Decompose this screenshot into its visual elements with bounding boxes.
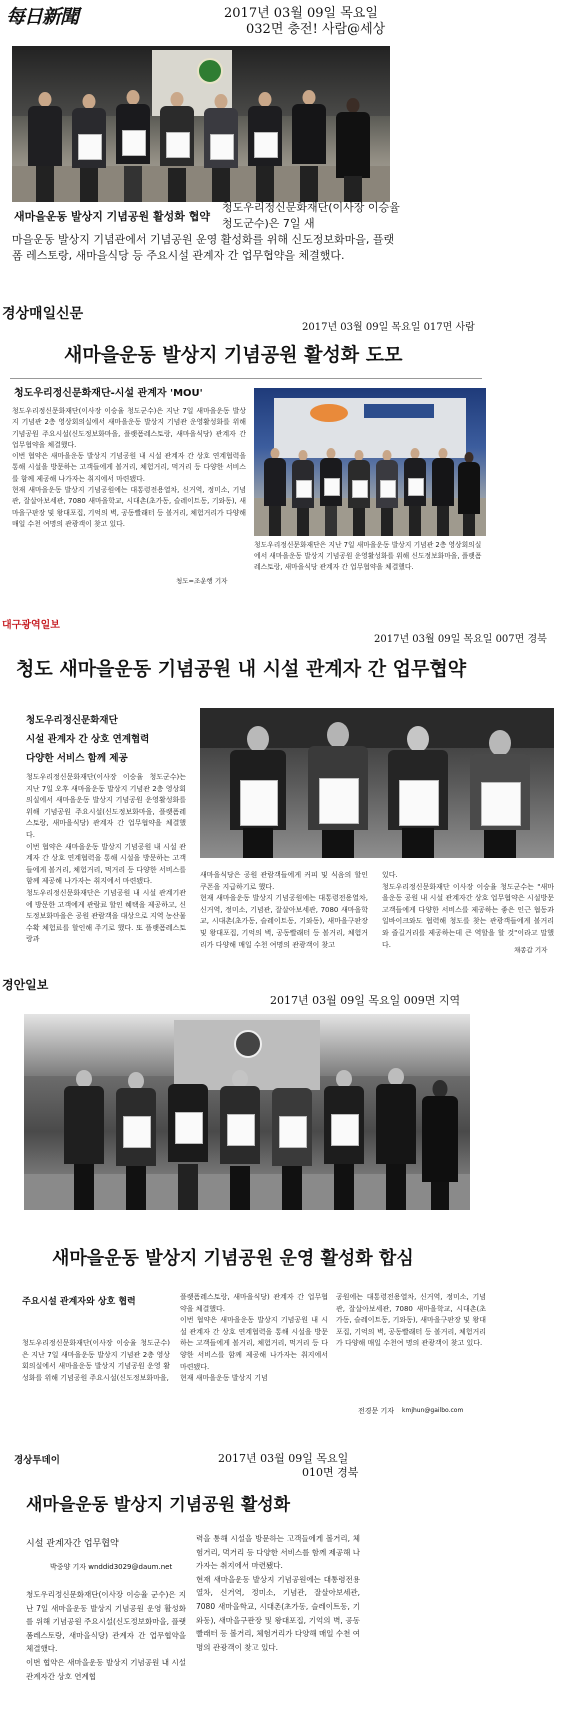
clip2-photo-caption: 청도우리정신문화재단은 지난 7일 새마을운동 발상지 기념관 2층 영상회의실에서 새마을운동 발상지 기념공원 운영활성화를 위해 신도정보화마을, 플랫폼레스토랑, 새마을식당 관계자 간 업무협약을 체결했다. xyxy=(254,541,482,571)
clip2-subhead: 청도우리정신문화재단-시설 관계자 'MOU' xyxy=(14,388,203,399)
clip3-dateline: 2017년 03월 09일 목요일 007면 경북 xyxy=(374,634,547,645)
clip2-byline: 청도=조운행 기자 xyxy=(176,577,228,585)
clip4-photo xyxy=(24,1014,470,1210)
clip4-byline: 전경문 기자 xyxy=(358,1407,395,1415)
clip1-dateline: 2017년 03월 09일 목요일 xyxy=(224,6,378,21)
clip4-email: kmjhun@gailbo.com xyxy=(402,1407,464,1414)
clip1-caption-right: 청도우리정신문화재단(이사장 이승율 청도군수)은 7일 새 xyxy=(222,201,400,230)
clip1-photo xyxy=(12,46,390,202)
saemaeul-emblem-icon xyxy=(197,58,223,84)
clip5-col1: 청도우리정신문화재단(이사장 이승율 군수)은 지난 7일 새마을운동 발상지 기념공원 운영 활성화를 위해 기념공원 주요시설(신도정보화마을, 플랫폼레스토랑, 새마을식당) 관계자 간 업무협약을 체결했다. 이번 협약은 새마을운동 발상지 기념공원 내 시설 관계자간 상호 연계협 xyxy=(26,1590,186,1681)
clip1-masthead-logo: 每日新聞 xyxy=(6,6,79,28)
clip4-col2: 플랫폼레스토랑, 새마을식당) 관계자 간 업무협약을 체결했다. 이번 협약은 새마을운동 발상지 기념공원 내 시설 관계자 간 상호 연계협력을 통해 시설을 방문하는 고객들에게 볼거리, 체험거리, 먹거리 등 다양한 서비스를 함께 제공해 나가자는 취지에서 마련됐다. 현재 새마을운동 발상지 기념 xyxy=(180,1293,328,1383)
clip1-caption-body: 마을운동 발상지 기념관에서 기념공원 운영 활성화를 위해 신도정보화마을, 플랫폼 레스토랑, 새마을식당 등 주요시설 관계자 간 업무협약을 체결했다. xyxy=(12,233,395,262)
clip3-headline: 청도 새마을운동 기념공원 내 시설 관계자 간 업무협약 xyxy=(16,658,467,680)
clip4-dateline: 2017년 03월 09일 목요일 009면 지역 xyxy=(270,994,461,1007)
clip5-dateline: 2017년 03월 09일 목요일 xyxy=(218,1452,349,1465)
clip2-body: 청도우리정신문화재단(이사장 이승율 청도군수)은 지난 7일 새마을운동 발상지 기념관 2층 영상회의실에서 새마을운동 발상지 기념관 운영활성화를 위해 기념공원 주요시설(신도정보화마을, 플랫폼레스토랑, 새마을식당) 관계자 간 업무협약을 체결했다. 이번 협약은 새마을운동 발상지 기념공원 내 시설 관계자 간 상호 연계협력을 통해 시설을 방문하는 고객들에게 볼거리, 체험거리, 먹거리 등 다양한 서비스를 함께 제공해 나가자는 취지에서 마련됐다. 현재 새마을운동 발상지 기념공원에는 대통령전용열차, 신거역, 정미소, 기념관, 잘살아보세관, 7080 새마을학교, 시대촌(초가동, 슬레이트동, 기와동), 새마을구판장 및 왕대포집, 기억의 벽, 공동빨래터 등 볼거리, 체험거리가 다양해 매일 수천 여명의 관광객이 찾고 있다. xyxy=(12,407,246,528)
clip5-pageinfo: 010면 경북 xyxy=(302,1466,359,1479)
clip2-headline: 새마을운동 발상지 기념공원 활성화 도모 xyxy=(64,344,403,366)
clip3-col3: 있다. 청도우리정신문화재단 이사장 이승율 청도군수는 "새마을운동 공원 내 시설 관계자간 상호 업무협약은 시설방문 고객들에게 다양한 서비스를 제공하는 좋은 인근 협동과 일바이크와도 협력해 청도를 찾는 관광객들에게 볼거리와 즐길거리를 제공하는데 큰 역할을 할 것"이라고 말했다. xyxy=(382,871,554,949)
clip3-byline: 채종갑 기자 xyxy=(514,946,548,954)
clip1-pageinfo: 032면 충전! 사람@세상 xyxy=(246,22,386,37)
clip3-photo xyxy=(200,708,554,858)
clip4-subhead: 주요시설 관계자와 상호 협력 xyxy=(22,1297,136,1307)
clip5-subhead: 시설 관계자간 업무협약 xyxy=(26,1539,119,1549)
clip4-masthead-logo: 경안일보 xyxy=(2,978,49,992)
clip3-subhead-2: 시설 관계자 간 상호 연계협력 xyxy=(26,734,150,745)
clip4-headline: 새마을운동 발상지 기념공원 운영 활성화 합심 xyxy=(52,1248,414,1269)
clip3-col2: 새마을식당은 공원 관람객들에게 커피 및 식음의 할인쿠폰을 지급하기로 했다. 현재 새마을운동 발상지 기념공원에는 대통령전용열차, 신거역, 정미소, 기념관, 잘살아보세관, 7080 새마을학교, 시대촌(초가동, 슬레이트동, 기와동), 새마을구판장 및 왕대포집, 기억의 벽, 공동빨래터 등 볼거리, 체험거리가 다양해 매일 수천 여명의 관광객이 찾고 xyxy=(200,871,368,949)
clip5-col2: 력을 통해 시설을 방문하는 고객들에게 볼거리, 체험거리, 먹거리 등 다양한 서비스를 함께 제공해 나가자는 취지에서 마련됐다. 현재 새마을운동 발상지 기념공원에는 대통령전용열차, 신거역, 정미소, 기념관, 잘살아보세관, 7080 새마을학교, 시대촌(초가동, 슬레이트동, 기와동), 새마을구판장 및 왕대포집, 기억의 벽, 공동빨래터 등 볼거리, 체험거리가 다양해 매일 수천 여명의 관광객이 찾고 있다. xyxy=(196,1534,360,1652)
clip4-col1: 청도우리정신문화재단(이사장 이승율 청도군수)은 지난 7일 새마을운동 발상지 기념관 2층 영상회의실에서 새마을운동 발상지 기념공원 운영 활성화를 위해 기념공원 주요시설(신도정보화마을, xyxy=(22,1339,170,1382)
clip3-masthead-logo: 대구광역일보 xyxy=(2,620,60,631)
clip5-byline: 박중양 기자 wnddid3029@daum.net xyxy=(50,1563,173,1571)
clip3-subhead-3: 다양한 서비스 함께 제공 xyxy=(26,753,128,764)
clip1-caption-bold: 새마을운동 발상지 기념공원 활성화 협약 xyxy=(14,210,210,223)
saemaeul-emblem-icon xyxy=(234,1030,262,1058)
clip2-photo xyxy=(254,388,486,536)
clip5-headline: 새마을운동 발상지 기념공원 활성화 xyxy=(26,1495,291,1515)
clip2-masthead-logo: 경상매일신문 xyxy=(2,306,84,322)
clip3-subhead-1: 청도우리정신문화재단 xyxy=(26,715,118,726)
clip4-col3: 공원에는 대통령전용열차, 신거역, 정미소, 기념관, 잘살아보세관, 7080 새마을학교, 시대촌(초가동, 슬레이트동, 기와동), 새마을구판장 및 왕대포집, 기억의 벽, 공동빨래터 등 볼거리, 체험거리가 다양해 매일 수천여 명의 관광객이 찾고 있다. xyxy=(336,1293,486,1348)
clip2-dateline: 2017년 03월 09일 목요일 017면 사람 xyxy=(302,322,475,333)
clip3-col1: 청도우리정신문화재단(이사장 이승율 청도군수)는 지난 7일 오후 새마을운동 발상지 기념관 2층 영상회의실에서 새마을운동 발상지 기념공원 운영활성화를 위해 기념공원 주요시설(신도정보화마을, 플랫폼레스토랑, 새마을식당) 관계자 간 업무협약을 체결했다. 이번 협약은 새마을운동 발상지 기념공원 내 시설 관계자 간 상호 연계협력을 통해 시설을 방문하는 고객들에게 볼거리, 체험거리, 먹거리 등 다양한 서비스를 함께 제공해 나가자는 취지에서 마련됐다. 청도우리정신문화재단은 기념공원 내 시설 관계기관에 방문한 고객에게 관람료 할인 혜택을 제공하고, 신도정보화마을은 공원 관람객을 대상으로 지역 농산물 수확 체험료를 할인해 주기로 했다. 또 플랫폼레스토랑과 xyxy=(26,773,186,944)
clip5-masthead-logo: 경상투데이 xyxy=(14,1455,60,1466)
